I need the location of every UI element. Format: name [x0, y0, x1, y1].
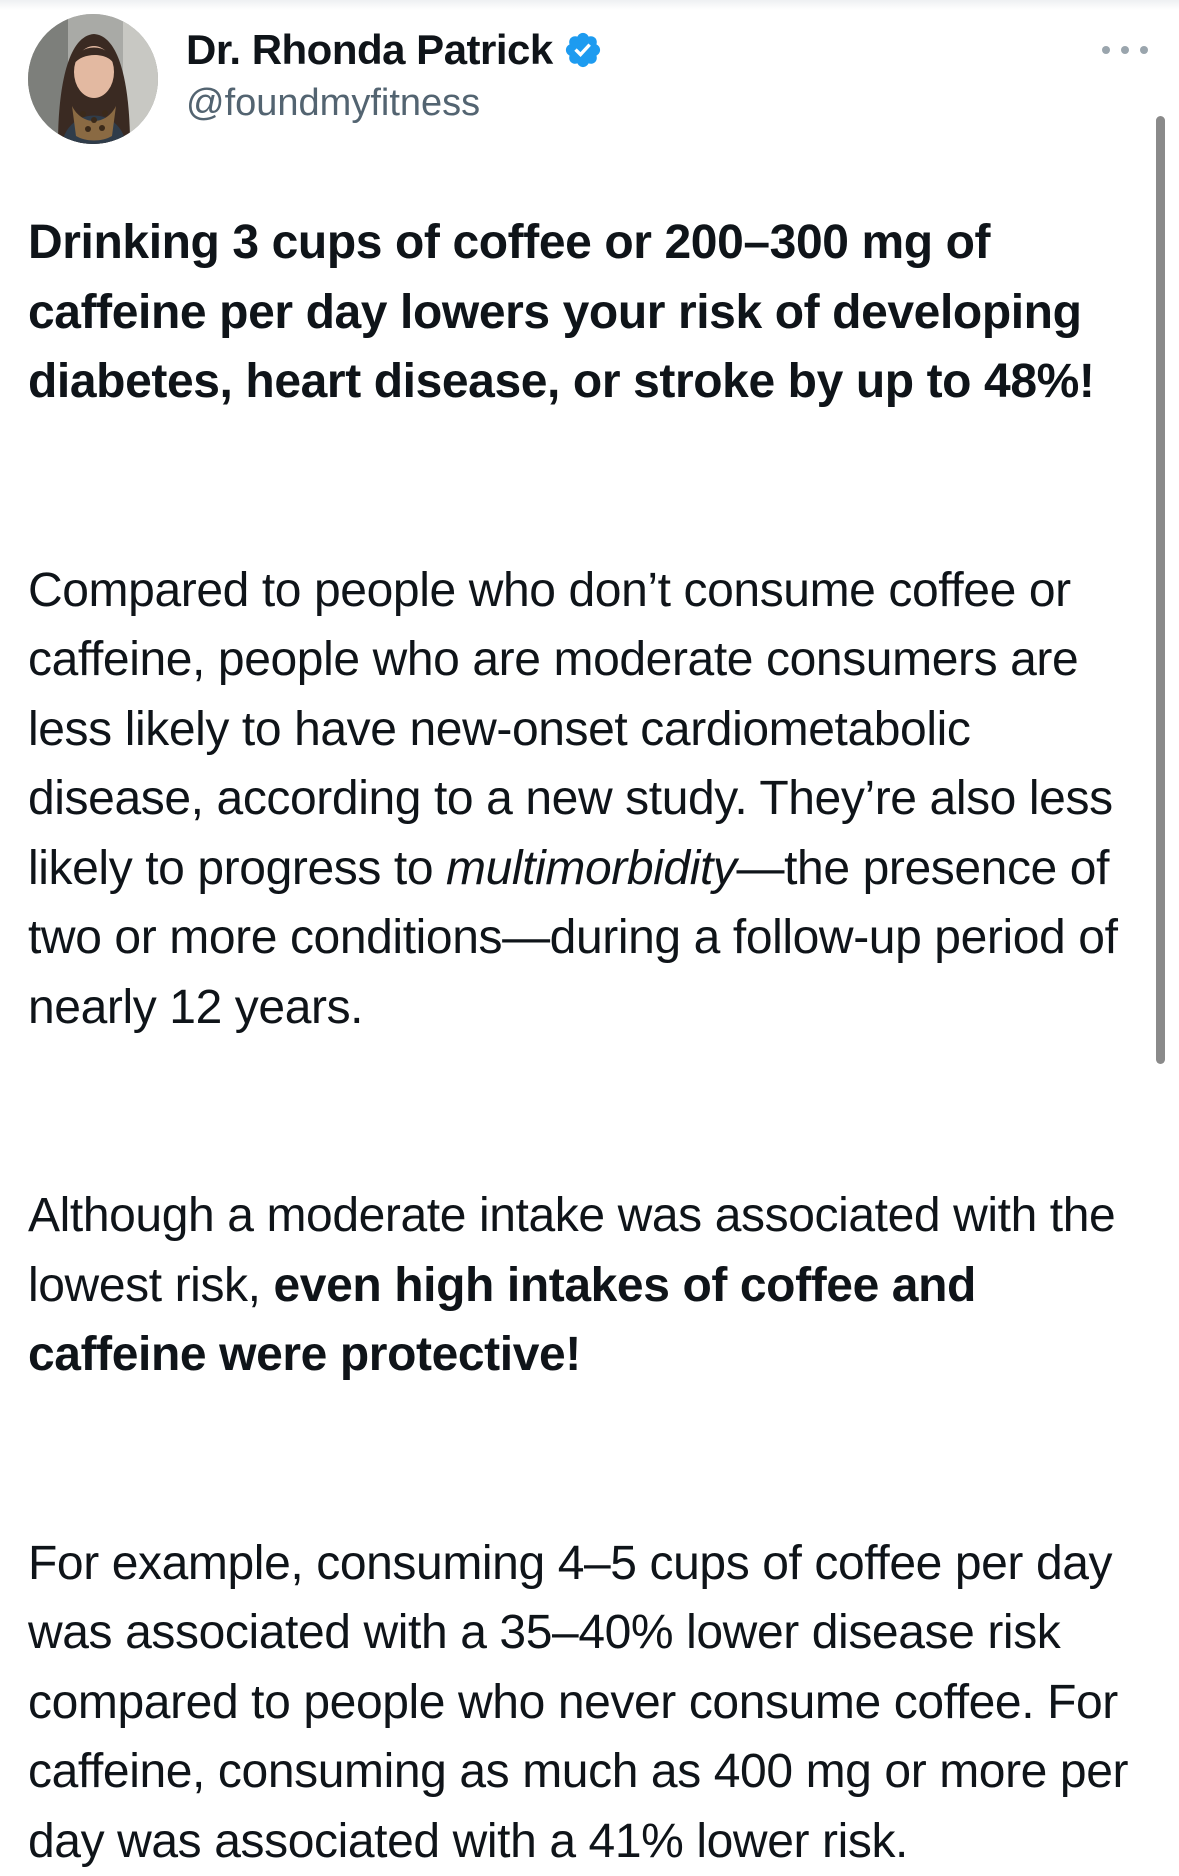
author-name[interactable]: Dr. Rhonda Patrick	[186, 26, 553, 74]
paragraph-gap	[28, 417, 1152, 556]
multimorbidity-italic: multimorbidity	[446, 842, 736, 895]
scrollbar[interactable]	[1156, 116, 1165, 1064]
tweet-text	[28, 208, 1152, 1876]
tweet-paragraph-2	[28, 556, 1152, 1043]
name-line	[186, 20, 603, 80]
author-handle[interactable]: @foundmyfitness	[186, 82, 480, 125]
more-dot	[1121, 46, 1129, 54]
paragraph-gap	[28, 1042, 1152, 1181]
tweet-paragraph-4: For example, consuming 4–5 cups of coffee per day was associated with a 35–40% lower disease risk compared to people who never consume coffee. For caffeine, consuming as much as 400 mg or more per day was associated with a 41% lower risk.	[28, 1529, 1152, 1876]
paragraph-2-text-a: Compared to people who don’t consume coffee or caffeine, people who are moderate consumers are less likely to have new-onset cardiometabolic disease, according to a new study. They’re also less likely to progress to	[28, 564, 1113, 895]
paragraph-gap	[28, 1390, 1152, 1529]
more-options-icon[interactable]	[1102, 40, 1148, 60]
avatar[interactable]	[28, 14, 158, 144]
top-edge	[0, 0, 1179, 10]
tweet-paragraph-3	[28, 1181, 1152, 1390]
paragraph-3-text-a: Although a moderate intake was associated with the lowest risk,	[28, 1189, 1115, 1312]
tweet-paragraph-1: Drinking 3 cups of coffee or 200–300 mg of caffeine per day lowers your risk of developing diabetes, heart disease, or stroke by up to 48%!	[28, 208, 1152, 417]
verified-badge-icon	[563, 30, 603, 70]
more-dot	[1102, 46, 1110, 54]
paragraph-3-bold: even high intakes of coffee and caffeine were protective!	[28, 1259, 976, 1382]
more-dot	[1140, 46, 1148, 54]
paragraph-2-text-b: —the presence of two or more conditions—during a follow-up period of nearly 12 years.	[28, 842, 1118, 1034]
avatar-photo	[28, 14, 158, 144]
tweet-header	[28, 14, 1148, 144]
